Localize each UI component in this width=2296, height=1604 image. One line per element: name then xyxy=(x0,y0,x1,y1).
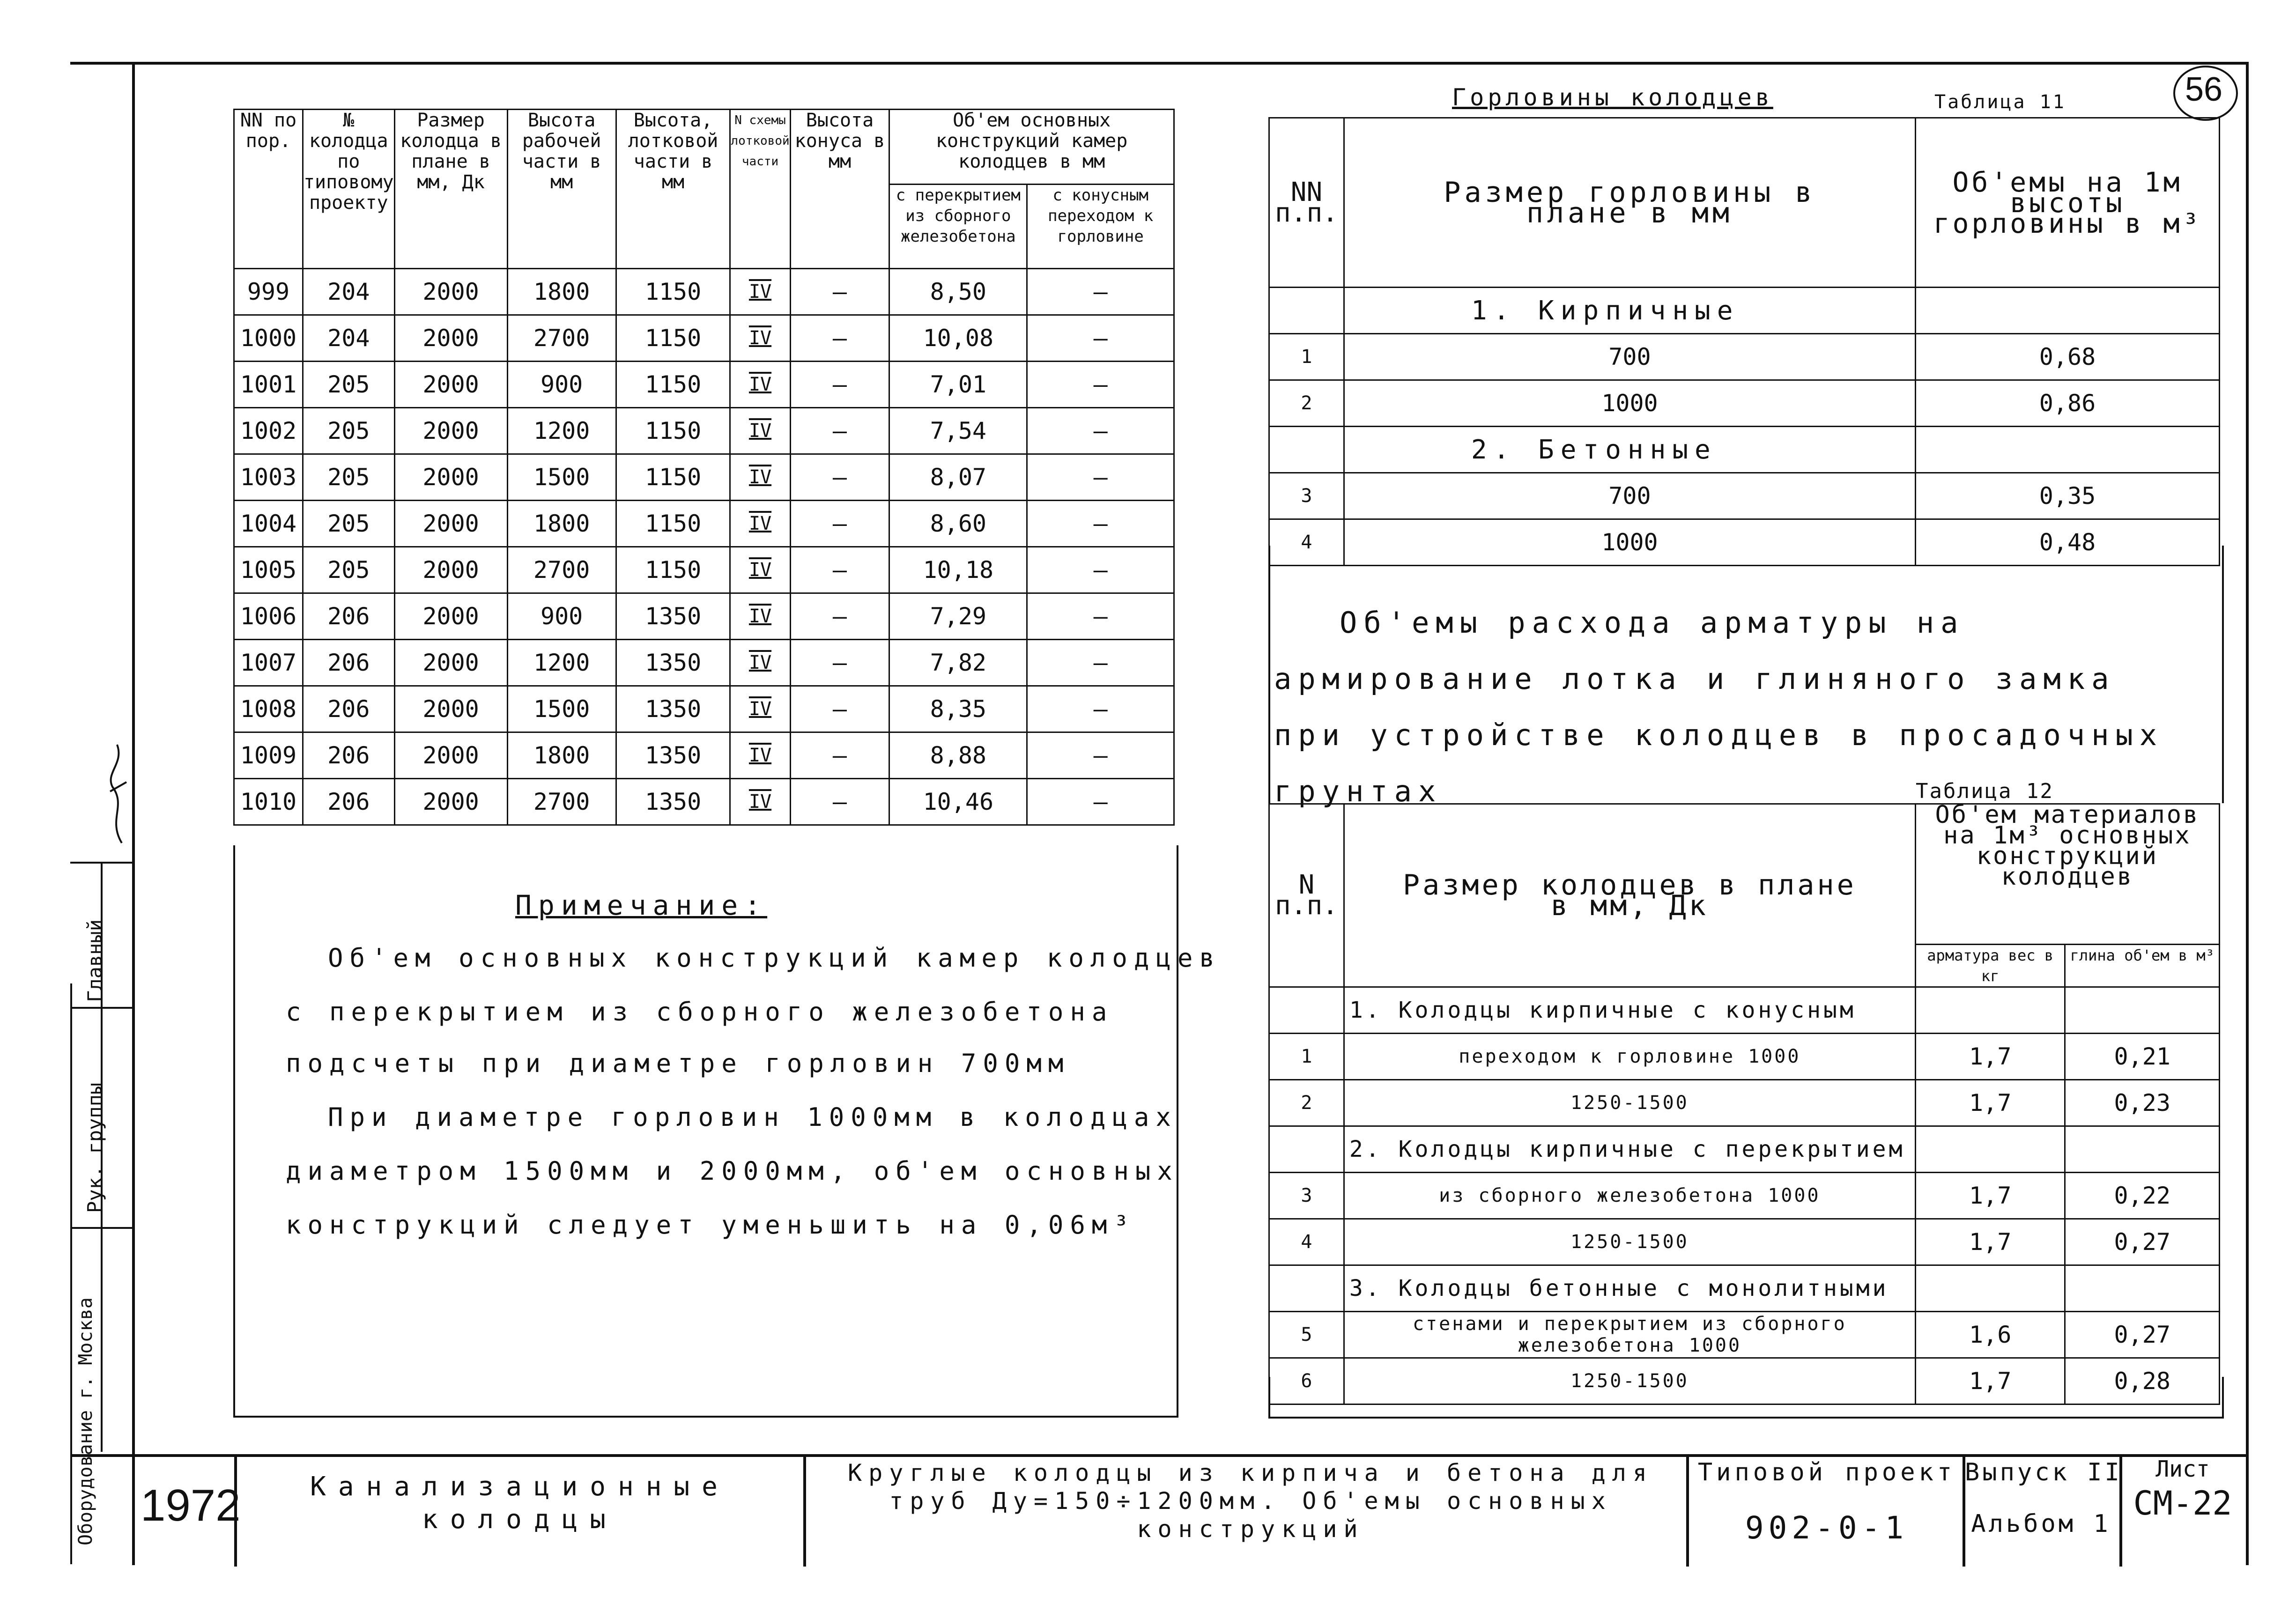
table-row xyxy=(234,640,1174,686)
cell-size: переходом к горловине 1000 xyxy=(1344,1034,1915,1080)
cell-rebar: 1,7 xyxy=(1915,1034,2065,1080)
cell-scheme: IV xyxy=(730,315,790,362)
stamp-div-2 xyxy=(803,1454,806,1567)
cell-size: стенами и перекрытием из сборного железобетона 1000 xyxy=(1344,1312,1915,1358)
cell-size: 1000 xyxy=(1344,380,1915,427)
cell-num: 1001 xyxy=(234,362,303,408)
section-title: 1. Колодцы кирпичные с конусным xyxy=(1344,987,1915,1034)
frame-left xyxy=(132,62,135,1565)
cell-size: 2000 xyxy=(394,315,507,362)
cell-size: из сборного железобетона 1000 xyxy=(1344,1173,1915,1219)
t12-th-rebar: арматура вес в кг xyxy=(1915,945,2065,987)
cell-num: 2 xyxy=(1269,1080,1344,1126)
section-title: 2. Бетонные xyxy=(1344,427,1915,473)
cell-volume-cone: — xyxy=(1027,686,1174,732)
cell-volume-cone: — xyxy=(1027,315,1174,362)
cell-volume-slab: 10,08 xyxy=(889,315,1027,362)
cell-volume-cone: — xyxy=(1027,732,1174,779)
t12-th-size: Размер колодцев в плане в мм, Дк xyxy=(1344,804,1915,987)
cell-volume-cone: — xyxy=(1027,593,1174,640)
cell-rebar: 1,7 xyxy=(1915,1219,2065,1265)
cell-size: 700 xyxy=(1344,473,1915,519)
cell-volume-cone: — xyxy=(1027,547,1174,593)
th-tray-height: Высота, лотковой части в мм xyxy=(616,110,730,269)
cell-well-no: 206 xyxy=(303,732,394,779)
th-volume-cone: с конусным переходом к горловине xyxy=(1027,185,1174,269)
cell-clay: 0,28 xyxy=(2065,1358,2220,1404)
cell-size: 2000 xyxy=(394,269,507,315)
cell-num: 1005 xyxy=(234,547,303,593)
page-number: 56 xyxy=(2185,71,2223,108)
cell-num: 6 xyxy=(1269,1358,1344,1404)
cell-size: 1250-1500 xyxy=(1344,1080,1915,1126)
side-glavniy: Главный xyxy=(83,919,106,1002)
table-row xyxy=(234,408,1174,454)
cell-num: 1 xyxy=(1269,1034,1344,1080)
cell-scheme: IV xyxy=(730,640,790,686)
cell-volume-cone: — xyxy=(1027,408,1174,454)
table-row xyxy=(234,593,1174,640)
section-title: 2. Колодцы кирпичные с перекрытием xyxy=(1344,1126,1915,1173)
t12-th-num: N п.п. xyxy=(1269,804,1344,987)
table-row xyxy=(1269,987,2220,1034)
side-org: Оборудование г. Москва xyxy=(75,1297,96,1545)
cell-volume-slab: 7,82 xyxy=(889,640,1027,686)
cell-size: 700 xyxy=(1344,334,1915,380)
t12-th-group: Об'ем материалов на 1м³ основных конструкций колодцев xyxy=(1915,804,2219,945)
cell-cone-height: — xyxy=(790,640,889,686)
stamp-year: 1972 xyxy=(141,1480,241,1530)
cell-size: 2000 xyxy=(394,779,507,825)
cell-work-height: 1500 xyxy=(507,454,616,501)
cell-well-no: 206 xyxy=(303,686,394,732)
cell-volume-cone: — xyxy=(1027,501,1174,547)
cell-volume: 0,68 xyxy=(1916,334,2220,380)
cell-tray-height: 1150 xyxy=(616,454,730,501)
table-row xyxy=(1269,427,2220,473)
cell-well-no: 206 xyxy=(303,593,394,640)
cell-empty xyxy=(1269,1265,1344,1312)
cell-num: 999 xyxy=(234,269,303,315)
th-volume-group: Об'ем основных конструкций камер колодцев в мм xyxy=(889,110,1174,185)
cell-size: 1250-1500 xyxy=(1344,1358,1915,1404)
cell-num: 1008 xyxy=(234,686,303,732)
cell-tray-height: 1350 xyxy=(616,640,730,686)
cell-size: 2000 xyxy=(394,501,507,547)
cell-well-no: 205 xyxy=(303,501,394,547)
section-title: 3. Колодцы бетонные с монолитными xyxy=(1344,1265,1915,1312)
stamp-subject: Канализационные колодцы xyxy=(310,1471,730,1535)
table-row xyxy=(1269,380,2220,427)
table-row xyxy=(1269,1126,2220,1173)
cell-num: 5 xyxy=(1269,1312,1344,1358)
cell-clay: 0,21 xyxy=(2065,1034,2220,1080)
table-row xyxy=(234,269,1174,315)
cell-well-no: 206 xyxy=(303,779,394,825)
cell-volume-cone: — xyxy=(1027,454,1174,501)
cell-cone-height: — xyxy=(790,362,889,408)
stamp-album: Альбом 1 xyxy=(1971,1510,2111,1538)
stamp-div-3 xyxy=(1686,1454,1689,1567)
frame-stamp-top xyxy=(70,1454,2248,1457)
cell-cone-height: — xyxy=(790,593,889,640)
cell-volume: 0,35 xyxy=(1916,473,2220,519)
table12-footer-box xyxy=(1268,1377,2224,1419)
cell-scheme: IV xyxy=(730,362,790,408)
cell-num: 1007 xyxy=(234,640,303,686)
frame-right xyxy=(2246,62,2249,1565)
cell-well-no: 206 xyxy=(303,640,394,686)
cell-rebar: 1,7 xyxy=(1915,1080,2065,1126)
cell-size: 2000 xyxy=(394,547,507,593)
cell-tray-height: 1150 xyxy=(616,315,730,362)
th-size: Размер колодца в плане в мм, Дк xyxy=(394,110,507,269)
note-line-1: Об'ем основных конструкций камер колодцев xyxy=(328,943,1221,973)
table-row xyxy=(1269,288,2220,334)
section-title: 1. Кирпичные xyxy=(1344,288,1915,334)
cell-well-no: 205 xyxy=(303,408,394,454)
cell-tray-height: 1150 xyxy=(616,408,730,454)
cell-volume-slab: 10,18 xyxy=(889,547,1027,593)
cell-cone-height: — xyxy=(790,732,889,779)
stamp-title: Круглые колодцы из кирпича и бетона для труб Ду=150÷1200мм. Об'емы основных конструкций xyxy=(848,1459,1653,1543)
cell-size: 2000 xyxy=(394,640,507,686)
cell-well-no: 205 xyxy=(303,362,394,408)
cell-clay: 0,22 xyxy=(2065,1173,2220,1219)
cell-well-no: 204 xyxy=(303,315,394,362)
signature-icon xyxy=(103,735,131,848)
table-row xyxy=(1269,1080,2220,1126)
t12-th-clay: глина об'ем в м³ xyxy=(2065,945,2220,987)
stamp-issue: Выпуск II xyxy=(1965,1458,2122,1486)
t11-th-volume: Об'емы на 1м высоты горловины в м³ xyxy=(1916,118,2220,288)
cell-num: 1000 xyxy=(234,315,303,362)
cell-tray-height: 1150 xyxy=(616,547,730,593)
table11-label: Таблица 11 xyxy=(1934,91,2066,113)
cell-well-no: 204 xyxy=(303,269,394,315)
table-row xyxy=(1269,473,2220,519)
cell-empty xyxy=(1915,987,2065,1034)
cell-work-height: 2700 xyxy=(507,547,616,593)
cell-volume-slab: 8,88 xyxy=(889,732,1027,779)
table11 xyxy=(1268,117,2220,566)
cell-tray-height: 1350 xyxy=(616,732,730,779)
table-row xyxy=(234,779,1174,825)
cell-empty xyxy=(1269,427,1344,473)
cell-cone-height: — xyxy=(790,501,889,547)
side-stamp-h3 xyxy=(70,1227,132,1229)
cell-volume-slab: 10,46 xyxy=(889,779,1027,825)
table12 xyxy=(1268,803,2220,1405)
note-line-3: подсчеты при диаметре горловин 700мм xyxy=(286,1049,1070,1078)
note-line-5: диаметром 1500мм и 2000мм, об'ем основных xyxy=(286,1156,1179,1186)
cell-num: 3 xyxy=(1269,473,1344,519)
cell-well-no: 205 xyxy=(303,454,394,501)
cell-cone-height: — xyxy=(790,454,889,501)
cell-size: 2000 xyxy=(394,454,507,501)
cell-num: 4 xyxy=(1269,1219,1344,1265)
cell-volume-slab: 8,60 xyxy=(889,501,1027,547)
cell-cone-height: — xyxy=(790,269,889,315)
cell-num: 1 xyxy=(1269,334,1344,380)
cell-num: 1006 xyxy=(234,593,303,640)
cell-volume-slab: 8,07 xyxy=(889,454,1027,501)
cell-rebar: 1,7 xyxy=(1915,1358,2065,1404)
cell-empty xyxy=(1269,288,1344,334)
th-cone-height: Высота конуса в мм xyxy=(790,110,889,269)
cell-num: 1010 xyxy=(234,779,303,825)
th-work-height: Высота рабочей части в мм xyxy=(507,110,616,269)
cell-num: 1002 xyxy=(234,408,303,454)
cell-empty xyxy=(1916,288,2220,334)
cell-work-height: 1200 xyxy=(507,408,616,454)
mid-text: Об'емы расхода арматуры на армирование лотка и глиняного замка при устройстве колодцев в просадочных грунтах xyxy=(1274,606,2164,808)
cell-cone-height: — xyxy=(790,315,889,362)
cell-volume: 0,86 xyxy=(1916,380,2220,427)
table11-title: Горловины колодцев xyxy=(1452,84,1773,111)
cell-empty xyxy=(1916,427,2220,473)
cell-size: 1000 xyxy=(1344,519,1915,566)
cell-tray-height: 1350 xyxy=(616,779,730,825)
cell-size: 1250-1500 xyxy=(1344,1219,1915,1265)
cell-scheme: IV xyxy=(730,779,790,825)
note-line-6: конструкций следует уменьшить на 0,06м³ xyxy=(286,1210,1135,1240)
cell-empty xyxy=(1915,1126,2065,1173)
cell-num: 2 xyxy=(1269,380,1344,427)
table-row xyxy=(1269,1173,2220,1219)
cell-volume-slab: 7,01 xyxy=(889,362,1027,408)
cell-work-height: 1500 xyxy=(507,686,616,732)
cell-clay: 0,23 xyxy=(2065,1080,2220,1126)
main-table xyxy=(233,109,1175,826)
cell-empty xyxy=(1269,987,1344,1034)
th-well-no: № колодца по типовому проекту xyxy=(303,110,394,269)
table-row xyxy=(1269,1219,2220,1265)
table-row xyxy=(1269,1312,2220,1358)
cell-tray-height: 1350 xyxy=(616,593,730,640)
cell-scheme: IV xyxy=(730,408,790,454)
note-line-2: с перекрытием из сборного железобетона xyxy=(286,997,1114,1027)
cell-work-height: 2700 xyxy=(507,315,616,362)
cell-scheme: IV xyxy=(730,686,790,732)
note-line-4: При диаметре горловин 1000мм в колодцах xyxy=(328,1102,1178,1132)
cell-scheme: IV xyxy=(730,547,790,593)
cell-volume-cone: — xyxy=(1027,779,1174,825)
cell-volume-slab: 7,54 xyxy=(889,408,1027,454)
th-scheme: N схемы лотковой части xyxy=(730,110,790,269)
table-row xyxy=(234,501,1174,547)
cell-tray-height: 1150 xyxy=(616,501,730,547)
stamp-sheet-label: Лист xyxy=(2155,1456,2210,1482)
side-stamp-line xyxy=(70,983,72,1564)
cell-clay: 0,27 xyxy=(2065,1312,2220,1358)
cell-scheme: IV xyxy=(730,269,790,315)
table-row xyxy=(1269,334,2220,380)
cell-volume-cone: — xyxy=(1027,362,1174,408)
cell-tray-height: 1350 xyxy=(616,686,730,732)
cell-empty xyxy=(2065,1265,2220,1312)
cell-scheme: IV xyxy=(730,732,790,779)
table-row xyxy=(234,686,1174,732)
note-title: Примечание: xyxy=(515,889,768,921)
cell-size: 2000 xyxy=(394,593,507,640)
cell-size: 2000 xyxy=(394,362,507,408)
th-num: NN по пор. xyxy=(234,110,303,269)
cell-work-height: 900 xyxy=(507,593,616,640)
t11-th-num: NN п.п. xyxy=(1269,118,1344,288)
cell-work-height: 1200 xyxy=(507,640,616,686)
cell-cone-height: — xyxy=(790,686,889,732)
cell-work-height: 1800 xyxy=(507,501,616,547)
cell-cone-height: — xyxy=(790,408,889,454)
stamp-sheet: СМ-22 xyxy=(2133,1484,2232,1523)
cell-empty xyxy=(1915,1265,2065,1312)
cell-volume-slab: 8,35 xyxy=(889,686,1027,732)
cell-num: 4 xyxy=(1269,519,1344,566)
t11-th-size: Размер горловины в плане в мм xyxy=(1344,118,1915,288)
table-row xyxy=(234,454,1174,501)
cell-volume-slab: 7,29 xyxy=(889,593,1027,640)
cell-volume-slab: 8,50 xyxy=(889,269,1027,315)
cell-num: 3 xyxy=(1269,1173,1344,1219)
table-row xyxy=(1269,1034,2220,1080)
cell-rebar: 1,7 xyxy=(1915,1173,2065,1219)
cell-empty xyxy=(2065,1126,2220,1173)
cell-work-height: 900 xyxy=(507,362,616,408)
th-volume-slab: с перекрытием из сборного железобетона xyxy=(889,185,1027,269)
table-row xyxy=(1269,1265,2220,1312)
cell-work-height: 1800 xyxy=(507,269,616,315)
cell-scheme: IV xyxy=(730,593,790,640)
table-row xyxy=(234,362,1174,408)
cell-size: 2000 xyxy=(394,732,507,779)
cell-cone-height: — xyxy=(790,547,889,593)
table-row xyxy=(234,315,1174,362)
cell-well-no: 205 xyxy=(303,547,394,593)
side-stamp-h2 xyxy=(70,1007,132,1009)
cell-scheme: IV xyxy=(730,501,790,547)
side-ruk: Рук. группы xyxy=(83,1082,106,1213)
stamp-project-label: Типовой проект xyxy=(1697,1458,1956,1486)
table-row xyxy=(234,547,1174,593)
cell-tray-height: 1150 xyxy=(616,362,730,408)
cell-size: 2000 xyxy=(394,686,507,732)
cell-work-height: 2700 xyxy=(507,779,616,825)
cell-num: 1009 xyxy=(234,732,303,779)
frame-top xyxy=(70,62,2248,65)
cell-num: 1003 xyxy=(234,454,303,501)
cell-scheme: IV xyxy=(730,454,790,501)
table12-label: Таблица 12 xyxy=(1916,779,2054,803)
cell-rebar: 1,6 xyxy=(1915,1312,2065,1358)
table-row xyxy=(234,732,1174,779)
side-stamp-h1 xyxy=(70,862,132,864)
cell-empty xyxy=(1269,1126,1344,1173)
cell-work-height: 1800 xyxy=(507,732,616,779)
stamp-project-code: 902-0-1 xyxy=(1745,1510,1909,1546)
cell-cone-height: — xyxy=(790,779,889,825)
cell-volume: 0,48 xyxy=(1916,519,2220,566)
cell-volume-cone: — xyxy=(1027,269,1174,315)
cell-num: 1004 xyxy=(234,501,303,547)
cell-volume-cone: — xyxy=(1027,640,1174,686)
cell-tray-height: 1150 xyxy=(616,269,730,315)
cell-clay: 0,27 xyxy=(2065,1219,2220,1265)
cell-size: 2000 xyxy=(394,408,507,454)
cell-empty xyxy=(2065,987,2220,1034)
